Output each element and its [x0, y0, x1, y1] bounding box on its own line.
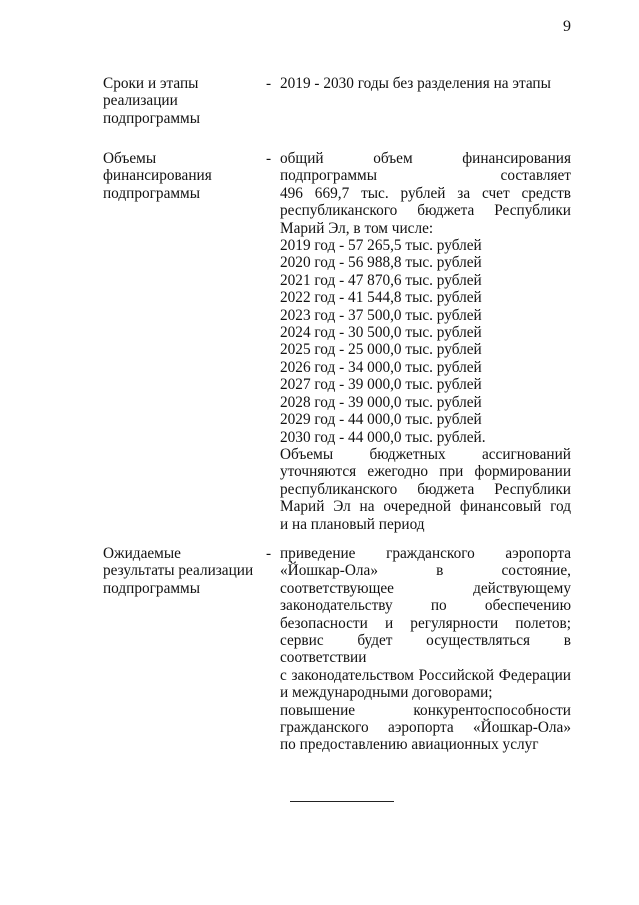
footer-divider — [290, 801, 394, 802]
label-line: Объемы — [103, 150, 157, 167]
value-line: 2022 год - 41 544,8 тыс. рублей — [280, 289, 482, 307]
value-line: Объемы бюджетных ассигнований — [280, 445, 571, 463]
value-line: 2019 год - 57 265,5 тыс. рублей — [280, 237, 482, 255]
value-line: 2029 год - 44 000,0 тыс. рублей — [280, 411, 482, 429]
value-line: Марий Эл на очередной финансовый год — [280, 498, 571, 516]
value-line: сервис будет осуществляться в соответствии — [280, 632, 571, 667]
value-line: Марий Эл, в том числе: — [280, 219, 434, 237]
value-line: 2025 год - 25 000,0 тыс. рублей — [280, 341, 482, 359]
label-line: подпрограммы — [103, 109, 201, 127]
value-line: повышение конкурентоспособности — [280, 701, 571, 719]
dash: - — [266, 150, 272, 167]
label-line: Сроки и этапы — [103, 75, 199, 92]
label-line: подпрограммы — [103, 184, 201, 202]
value-line: подпрограммы составляет — [280, 167, 571, 185]
label-line: результаты реализации — [103, 562, 254, 580]
dash: - — [266, 545, 272, 562]
value-line: республиканского бюджета Республики — [280, 202, 571, 220]
row-label — [103, 75, 263, 127]
label-line: реализации — [103, 92, 178, 110]
value-line: соответствующее действующему — [280, 579, 571, 597]
value-line: приведение гражданского аэропорта — [280, 545, 571, 562]
value-line: общий объем финансирования — [280, 150, 571, 167]
row-label — [103, 150, 263, 202]
row-value — [280, 150, 571, 533]
label-line: финансирования — [103, 167, 212, 185]
value-line: республиканского бюджета Республики — [280, 480, 571, 498]
value-line: 2028 год - 39 000,0 тыс. рублей — [280, 393, 482, 411]
value-line: уточняются ежегодно при формировании — [280, 463, 571, 481]
row-label — [103, 545, 263, 597]
value-line: 496 669,7 тыс. рублей за счет средств — [280, 184, 571, 202]
value-line: 2026 год - 34 000,0 тыс. рублей — [280, 358, 482, 376]
value-line: 2023 год - 37 500,0 тыс. рублей — [280, 306, 482, 324]
value-line: 2024 год - 30 500,0 тыс. рублей — [280, 324, 482, 342]
value-line: с законодательством Российской Федерации — [280, 666, 571, 684]
dash: - — [266, 75, 272, 92]
row-value — [280, 75, 571, 92]
row-value — [280, 545, 571, 754]
value-line: 2021 год - 47 870,6 тыс. рублей — [280, 271, 482, 289]
value-line: гражданского аэропорта «Йошкар-Ола» — [280, 719, 571, 737]
page-number: 9 — [563, 18, 571, 35]
value-line: «Йошкар-Ола» в состояние, — [280, 562, 571, 580]
label-line: подпрограммы — [103, 579, 201, 597]
value-line: по предоставлению авиационных услуг — [280, 736, 539, 754]
value-line: законодательству по обеспечению — [280, 597, 571, 615]
value-line: 2030 год - 44 000,0 тыс. рублей. — [280, 428, 486, 446]
value-line: и на плановый период — [280, 515, 425, 533]
value-line: 2020 год - 56 988,8 тыс. рублей — [280, 254, 482, 272]
value-line: и международными договорами; — [280, 684, 493, 702]
value-line: 2027 год - 39 000,0 тыс. рублей — [280, 376, 482, 394]
value-line: безопасности и регулярности полетов; — [280, 614, 571, 632]
label-line: Ожидаемые — [103, 545, 181, 562]
value-line: 2019 - 2030 годы без разделения на этапы — [280, 75, 551, 92]
